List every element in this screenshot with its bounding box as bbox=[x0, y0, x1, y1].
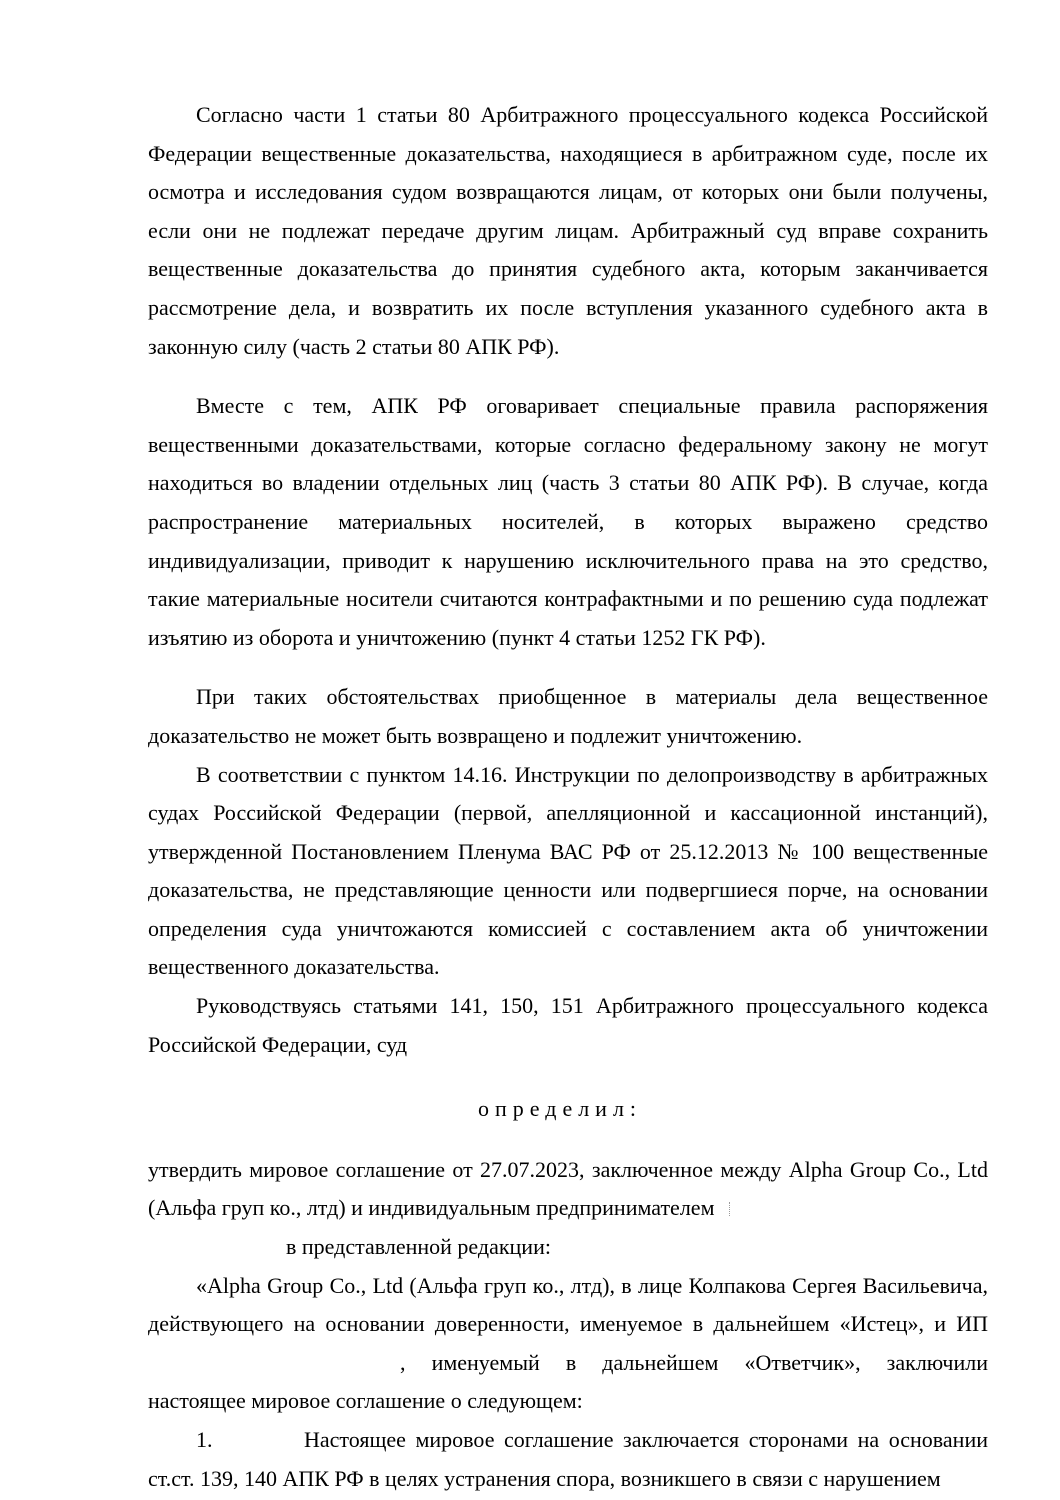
redaction-gap-respondent bbox=[148, 1369, 400, 1370]
agreement-quote-part2: , именуемый в дальнейшем «Ответчик», заключили настоящее мировое соглашение о следующем: bbox=[148, 1349, 988, 1414]
paragraph-4: В соответствии с пунктом 14.16. Инструкции по делопроизводству в арбитражных судах Российской Федерации (первой, апелляционной и кассационной инстанций), утвержденной Постановлением Пленума ВАС РФ от 25.12.2013 № 100 вещественные доказательства, не представляющие ценности или подвергшиеся порче, на основании определения суда уничтожаются комиссией с составлением акта об уничтожении вещественного доказательства. bbox=[148, 761, 988, 980]
approval-subline-text: в представленной редакции: bbox=[286, 1234, 551, 1260]
redaction-mark-icon bbox=[729, 1202, 733, 1216]
paragraph-6-subline bbox=[148, 1228, 988, 1267]
paragraph-6-approval bbox=[148, 1151, 988, 1228]
approval-text: утвердить мировое соглашение от 27.07.2023, заключенное между Alpha Group Co., Ltd (Альфа груп ко., лтд) и индивидуальным предпринимателем bbox=[148, 1156, 988, 1221]
agreement-item-1-number: 1. bbox=[196, 1427, 213, 1452]
paragraph-5-ruling-basis: Руководствуясь статьями 141, 150, 151 Арбитражного процессуального кодекса Российской Федерации, суд bbox=[148, 993, 988, 1057]
ruling-heading: определил: bbox=[478, 1096, 643, 1122]
paragraph-7-agreement-quote bbox=[148, 1267, 988, 1421]
paragraph-2: Вместе с тем, АПК РФ оговаривает специальные правила распоряжения вещественными доказательствами, которые согласно федеральному закону не могут находиться во владении отдельных лиц (часть 3 статьи 80 АПК РФ). В случае, когда распространение материальных носителей, в которых выражено средство индивидуализации, приводит к нарушению исключительного права на это средство, такие материальные носители считаются контрафактными и по решению суда подлежат изъятию из оборота и уничтожению (пункт 4 статьи 1252 ГК РФ). bbox=[148, 393, 988, 650]
agreement-item-1 bbox=[148, 1421, 988, 1498]
paragraph-1: Согласно части 1 статьи 80 Арбитражного процессуального кодекса Российской Федерации вещественные доказательства, находящиеся в арбитражном суде, после их осмотра и исследования судом возвращаются лицам, от которых они были получены, если они не подлежат передаче другим лицам. Арбитражный суд вправе сохранить вещественные доказательства до принятия судебного акта, которым заканчивается рассмотрение дела, и возвратить их после вступления указанного судебного акта в законную силу (часть 2 статьи 80 АПК РФ). bbox=[148, 102, 988, 359]
agreement-quote-part1: «Alpha Group Co., Ltd (Альфа груп ко., лтд), в лице Колпакова Сергея Васильевича, действующего на основании доверенности, именуемое в дальнейшем «Истец», и ИП bbox=[148, 1272, 988, 1337]
document-body bbox=[148, 96, 988, 1498]
paragraph-3: При таких обстоятельствах приобщенное в материалы дела вещественное доказательство не может быть возвращено и подлежит уничтожению. bbox=[148, 684, 988, 748]
agreement-item-1-text: Настоящее мировое соглашение заключается сторонами на основании ст.ст. 139, 140 АПК РФ в целях устранения спора, возникшего в связи с нарушением bbox=[148, 1427, 988, 1491]
